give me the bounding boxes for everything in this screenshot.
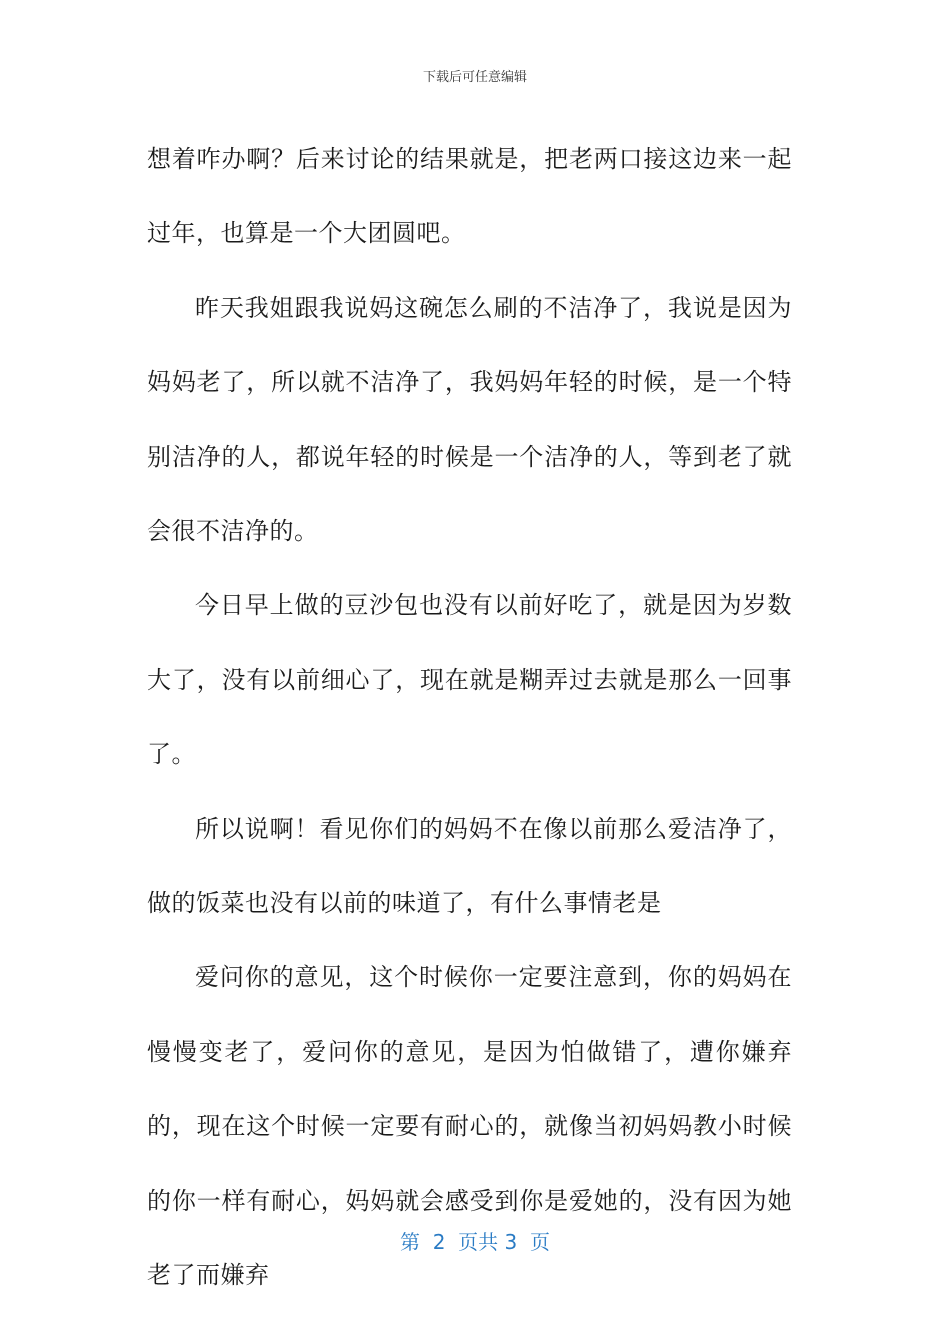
page-number-footer: 第 2 页共 3 页 bbox=[400, 1230, 550, 1254]
page-header: 下载后可任意编辑 bbox=[422, 70, 527, 85]
paragraph-1: 想着咋办啊？后来讨论的结果就是，把老两口接这边来一起过年，也算是一个大团圆吧。 bbox=[147, 145, 792, 248]
paragraph-4: 所以说啊！看见你们的妈妈不在像以前那么爱洁净了，做的饭菜也没有以前的味道了，有什么事情老是 bbox=[147, 814, 792, 918]
paragraph-2: 昨天我姐跟我说妈这碗怎么刷的不洁净了，我说是因为妈妈老了，所以就不洁净了，我妈妈年轻的时候，是一个特别洁净的人，都说年轻的时候是一个洁净的人，等到老了就会很不洁净的。 bbox=[147, 293, 792, 546]
document-body bbox=[147, 122, 792, 1313]
paragraph-5: 爱问你的意见，这个时候你一定要注意到，你的妈妈在慢慢变老了，爱问你的意见，是因为怕做错了，遭你嫌弃的，现在这个时候一定要有耐心的，就像当初妈妈教小时候的你一样有耐心，妈妈就会感受到你是爱她的，没有因为她老了而嫌弃 bbox=[147, 963, 792, 1290]
paragraph-3: 今日早上做的豆沙包也没有以前好吃了，就是因为岁数大了，没有以前细心了，现在就是糊弄过去就是那么一回事了。 bbox=[147, 591, 792, 769]
